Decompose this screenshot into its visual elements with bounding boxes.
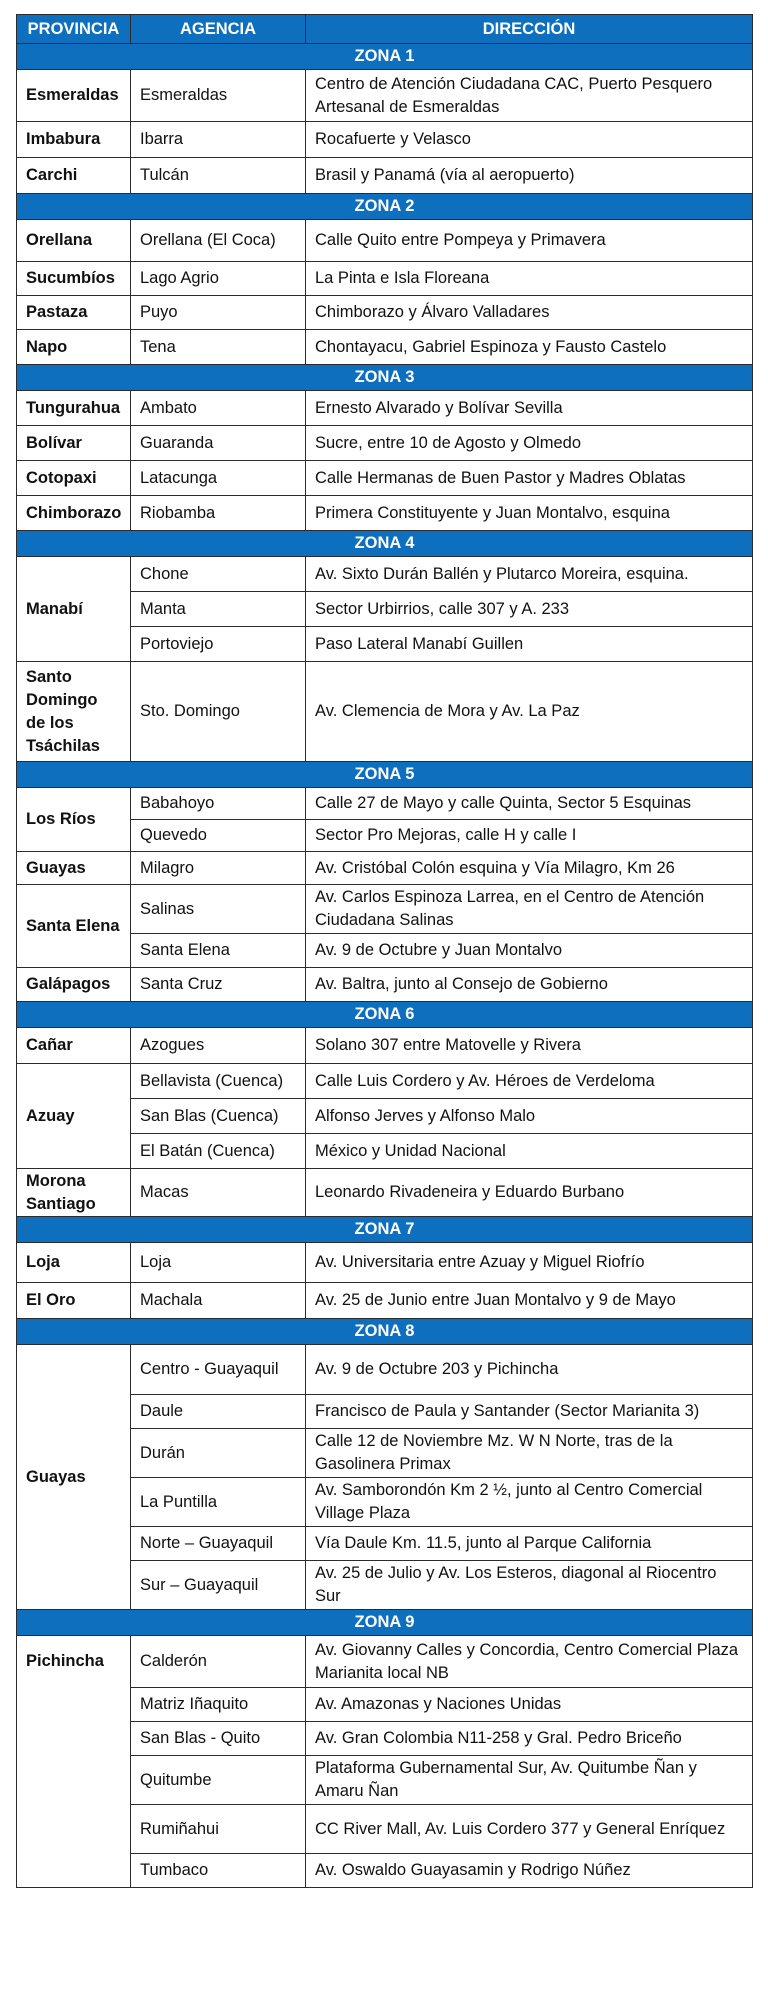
cell-agencia: Orellana (El Coca): [131, 220, 306, 262]
cell-agencia: Santa Elena: [131, 934, 306, 968]
table-row: [17, 1064, 753, 1099]
cell-direccion: Av. Giovanny Calles y Concordia, Centro Comercial Plaza Marianita local NB: [306, 1636, 753, 1688]
header-row: [17, 15, 753, 44]
cell-direccion: Primera Constituyente y Juan Montalvo, esquina: [306, 496, 753, 531]
cell-provincia: Guayas: [17, 852, 131, 885]
zone-row: [17, 1610, 753, 1636]
cell-agencia: Norte – Guayaquil: [131, 1527, 306, 1561]
table-row: [17, 220, 753, 262]
cell-provincia: Manabí: [17, 557, 131, 662]
table-row: [17, 296, 753, 330]
cell-direccion: Av. Universitaria entre Azuay y Miguel Riofrío: [306, 1243, 753, 1283]
cell-direccion: Av. Clemencia de Mora y Av. La Paz: [306, 662, 753, 762]
cell-direccion: Rocafuerte y Velasco: [306, 122, 753, 158]
zone-label: ZONA 6: [354, 1005, 415, 1023]
table-row: [17, 1169, 753, 1217]
table-row: [17, 426, 753, 461]
cell-provincia: Tungurahua: [17, 391, 131, 426]
cell-direccion: Sucre, entre 10 de Agosto y Olmedo: [306, 426, 753, 461]
cell-agencia: Durán: [131, 1429, 306, 1478]
cell-agencia: San Blas - Quito: [131, 1722, 306, 1756]
cell-direccion: Av. Oswaldo Guayasamin y Rodrigo Núñez: [306, 1854, 753, 1888]
cell-direccion: Av. Gran Colombia N11-258 y Gral. Pedro Briceño: [306, 1722, 753, 1756]
cell-agencia: Rumiñahui: [131, 1805, 306, 1854]
cell-provincia: Los Ríos: [17, 788, 131, 852]
cell-agencia: La Puntilla: [131, 1478, 306, 1527]
cell-agencia: Machala: [131, 1283, 306, 1319]
cell-agencia: Manta: [131, 592, 306, 627]
zone-row: [17, 44, 753, 70]
cell-direccion: Calle 12 de Noviembre Mz. W N Norte, tras de la Gasolinera Primax: [306, 1429, 753, 1478]
cell-provincia: Imbabura: [17, 122, 131, 158]
cell-provincia: Cotopaxi: [17, 461, 131, 496]
zone-label: ZONA 5: [354, 765, 415, 783]
cell-agencia: Macas: [131, 1169, 306, 1217]
cell-direccion: Av. 9 de Octubre y Juan Montalvo: [306, 934, 753, 968]
cell-agencia: Sto. Domingo: [131, 662, 306, 762]
cell-direccion: Plataforma Gubernamental Sur, Av. Quitumbe Ñan y Amaru Ñan: [306, 1756, 753, 1805]
zone-label: ZONA 3: [354, 368, 415, 386]
cell-agencia: Centro - Guayaquil: [131, 1345, 306, 1395]
cell-agencia: Milagro: [131, 852, 306, 885]
table-row: [17, 391, 753, 426]
table-row: [17, 788, 753, 820]
cell-agencia: Calderón: [131, 1636, 306, 1688]
cell-provincia: Sucumbíos: [17, 262, 131, 296]
cell-direccion: Ernesto Alvarado y Bolívar Sevilla: [306, 391, 753, 426]
zone-row: [17, 194, 753, 220]
cell-direccion: Sector Urbirrios, calle 307 y A. 233: [306, 592, 753, 627]
cell-agencia: Salinas: [131, 885, 306, 934]
agency-table: [16, 14, 753, 1888]
cell-direccion: México y Unidad Nacional: [306, 1134, 753, 1169]
cell-agencia: Sur – Guayaquil: [131, 1561, 306, 1610]
cell-provincia: Morona Santiago: [17, 1169, 131, 1217]
cell-direccion: Av. Cristóbal Colón esquina y Vía Milagro, Km 26: [306, 852, 753, 885]
cell-agencia: Loja: [131, 1243, 306, 1283]
cell-provincia: Napo: [17, 330, 131, 365]
cell-agencia: Quitumbe: [131, 1756, 306, 1805]
agency-directory: [16, 14, 752, 1888]
cell-direccion: Av. Carlos Espinoza Larrea, en el Centro de Atención Ciudadana Salinas: [306, 885, 753, 934]
table-row: [17, 1636, 753, 1688]
cell-agencia: Tena: [131, 330, 306, 365]
cell-direccion: Av. 25 de Junio entre Juan Montalvo y 9 de Mayo: [306, 1283, 753, 1319]
cell-direccion: Av. 25 de Julio y Av. Los Esteros, diagonal al Riocentro Sur: [306, 1561, 753, 1610]
cell-provincia: Chimborazo: [17, 496, 131, 531]
table-row: [17, 885, 753, 934]
table-row: [17, 496, 753, 531]
cell-provincia: Guayas: [17, 1345, 131, 1610]
cell-direccion: Av. Samborondón Km 2 ½, junto al Centro Comercial Village Plaza: [306, 1478, 753, 1527]
cell-agencia: Latacunga: [131, 461, 306, 496]
header-agencia: AGENCIA: [131, 15, 306, 44]
cell-direccion: Av. Sixto Durán Ballén y Plutarco Moreira, esquina.: [306, 557, 753, 592]
cell-direccion: CC River Mall, Av. Luis Cordero 377 y General Enríquez: [306, 1805, 753, 1854]
cell-agencia: San Blas (Cuenca): [131, 1099, 306, 1134]
cell-agencia: Puyo: [131, 296, 306, 330]
zone-row: [17, 762, 753, 788]
table-row: [17, 158, 753, 194]
cell-provincia: El Oro: [17, 1283, 131, 1319]
table-row: [17, 968, 753, 1002]
cell-agencia: Guaranda: [131, 426, 306, 461]
header-provincia: PROVINCIA: [17, 15, 131, 44]
zone-row: [17, 365, 753, 391]
cell-provincia: Carchi: [17, 158, 131, 194]
cell-agencia: Ibarra: [131, 122, 306, 158]
cell-provincia: Bolívar: [17, 426, 131, 461]
zone-label: ZONA 8: [354, 1322, 415, 1340]
cell-agencia: El Batán (Cuenca): [131, 1134, 306, 1169]
cell-agencia: Lago Agrio: [131, 262, 306, 296]
cell-direccion: Av. 9 de Octubre 203 y Pichincha: [306, 1345, 753, 1395]
cell-agencia: Santa Cruz: [131, 968, 306, 1002]
cell-direccion: Av. Baltra, junto al Consejo de Gobierno: [306, 968, 753, 1002]
cell-agencia: Bellavista (Cuenca): [131, 1064, 306, 1099]
header-direccion: DIRECCIÓN: [306, 15, 753, 44]
cell-direccion: Calle Luis Cordero y Av. Héroes de Verdeloma: [306, 1064, 753, 1099]
cell-agencia: Esmeraldas: [131, 70, 306, 122]
cell-agencia: Riobamba: [131, 496, 306, 531]
zone-row: [17, 1319, 753, 1345]
zone-row: [17, 1002, 753, 1028]
table-row: [17, 461, 753, 496]
zone-label: ZONA 4: [354, 534, 415, 552]
cell-direccion: Paso Lateral Manabí Guillen: [306, 627, 753, 662]
cell-direccion: Brasil y Panamá (vía al aeropuerto): [306, 158, 753, 194]
zone-row: [17, 1217, 753, 1243]
zone-label: ZONA 7: [354, 1220, 415, 1238]
cell-agencia: Matriz Iñaquito: [131, 1688, 306, 1722]
cell-provincia: Pastaza: [17, 296, 131, 330]
table-row: [17, 70, 753, 122]
cell-direccion: Calle Quito entre Pompeya y Primavera: [306, 220, 753, 262]
table-row: [17, 262, 753, 296]
table-row: [17, 557, 753, 592]
cell-direccion: Solano 307 entre Matovelle y Rivera: [306, 1028, 753, 1064]
table-row: [17, 1345, 753, 1395]
cell-direccion: Av. Amazonas y Naciones Unidas: [306, 1688, 753, 1722]
cell-agencia: Babahoyo: [131, 788, 306, 820]
table-row: [17, 852, 753, 885]
cell-agencia: Daule: [131, 1395, 306, 1429]
zone-label: ZONA 9: [354, 1613, 415, 1631]
cell-provincia: Orellana: [17, 220, 131, 262]
cell-direccion: La Pinta e Isla Floreana: [306, 262, 753, 296]
cell-provincia: Cañar: [17, 1028, 131, 1064]
cell-direccion: Francisco de Paula y Santander (Sector Marianita 3): [306, 1395, 753, 1429]
table-row: [17, 122, 753, 158]
cell-provincia: Azuay: [17, 1064, 131, 1169]
cell-provincia: Pichincha: [17, 1636, 131, 1888]
table-row: [17, 1028, 753, 1064]
cell-provincia: Galápagos: [17, 968, 131, 1002]
cell-agencia: Azogues: [131, 1028, 306, 1064]
table-row: [17, 330, 753, 365]
cell-direccion: Chontayacu, Gabriel Espinoza y Fausto Castelo: [306, 330, 753, 365]
table-row: [17, 1243, 753, 1283]
cell-agencia: Chone: [131, 557, 306, 592]
zone-label: ZONA 1: [354, 47, 415, 65]
cell-direccion: Chimborazo y Álvaro Valladares: [306, 296, 753, 330]
zone-label: ZONA 2: [354, 197, 415, 215]
cell-agencia: Tulcán: [131, 158, 306, 194]
cell-direccion: Vía Daule Km. 11.5, junto al Parque California: [306, 1527, 753, 1561]
cell-direccion: Calle Hermanas de Buen Pastor y Madres Oblatas: [306, 461, 753, 496]
cell-direccion: Sector Pro Mejoras, calle H y calle I: [306, 820, 753, 852]
cell-direccion: Centro de Atención Ciudadana CAC, Puerto Pesquero Artesanal de Esmeraldas: [306, 70, 753, 122]
cell-provincia: Esmeraldas: [17, 70, 131, 122]
table-row: [17, 662, 753, 762]
cell-direccion: Calle 27 de Mayo y calle Quinta, Sector 5 Esquinas: [306, 788, 753, 820]
cell-agencia: Portoviejo: [131, 627, 306, 662]
cell-provincia: Loja: [17, 1243, 131, 1283]
cell-agencia: Ambato: [131, 391, 306, 426]
cell-direccion: Alfonso Jerves y Alfonso Malo: [306, 1099, 753, 1134]
zone-row: [17, 531, 753, 557]
table-row: [17, 1283, 753, 1319]
cell-agencia: Quevedo: [131, 820, 306, 852]
cell-provincia: Santo Domingo de los Tsáchilas: [17, 662, 131, 762]
cell-direccion: Leonardo Rivadeneira y Eduardo Burbano: [306, 1169, 753, 1217]
cell-agencia: Tumbaco: [131, 1854, 306, 1888]
cell-provincia: Santa Elena: [17, 885, 131, 968]
